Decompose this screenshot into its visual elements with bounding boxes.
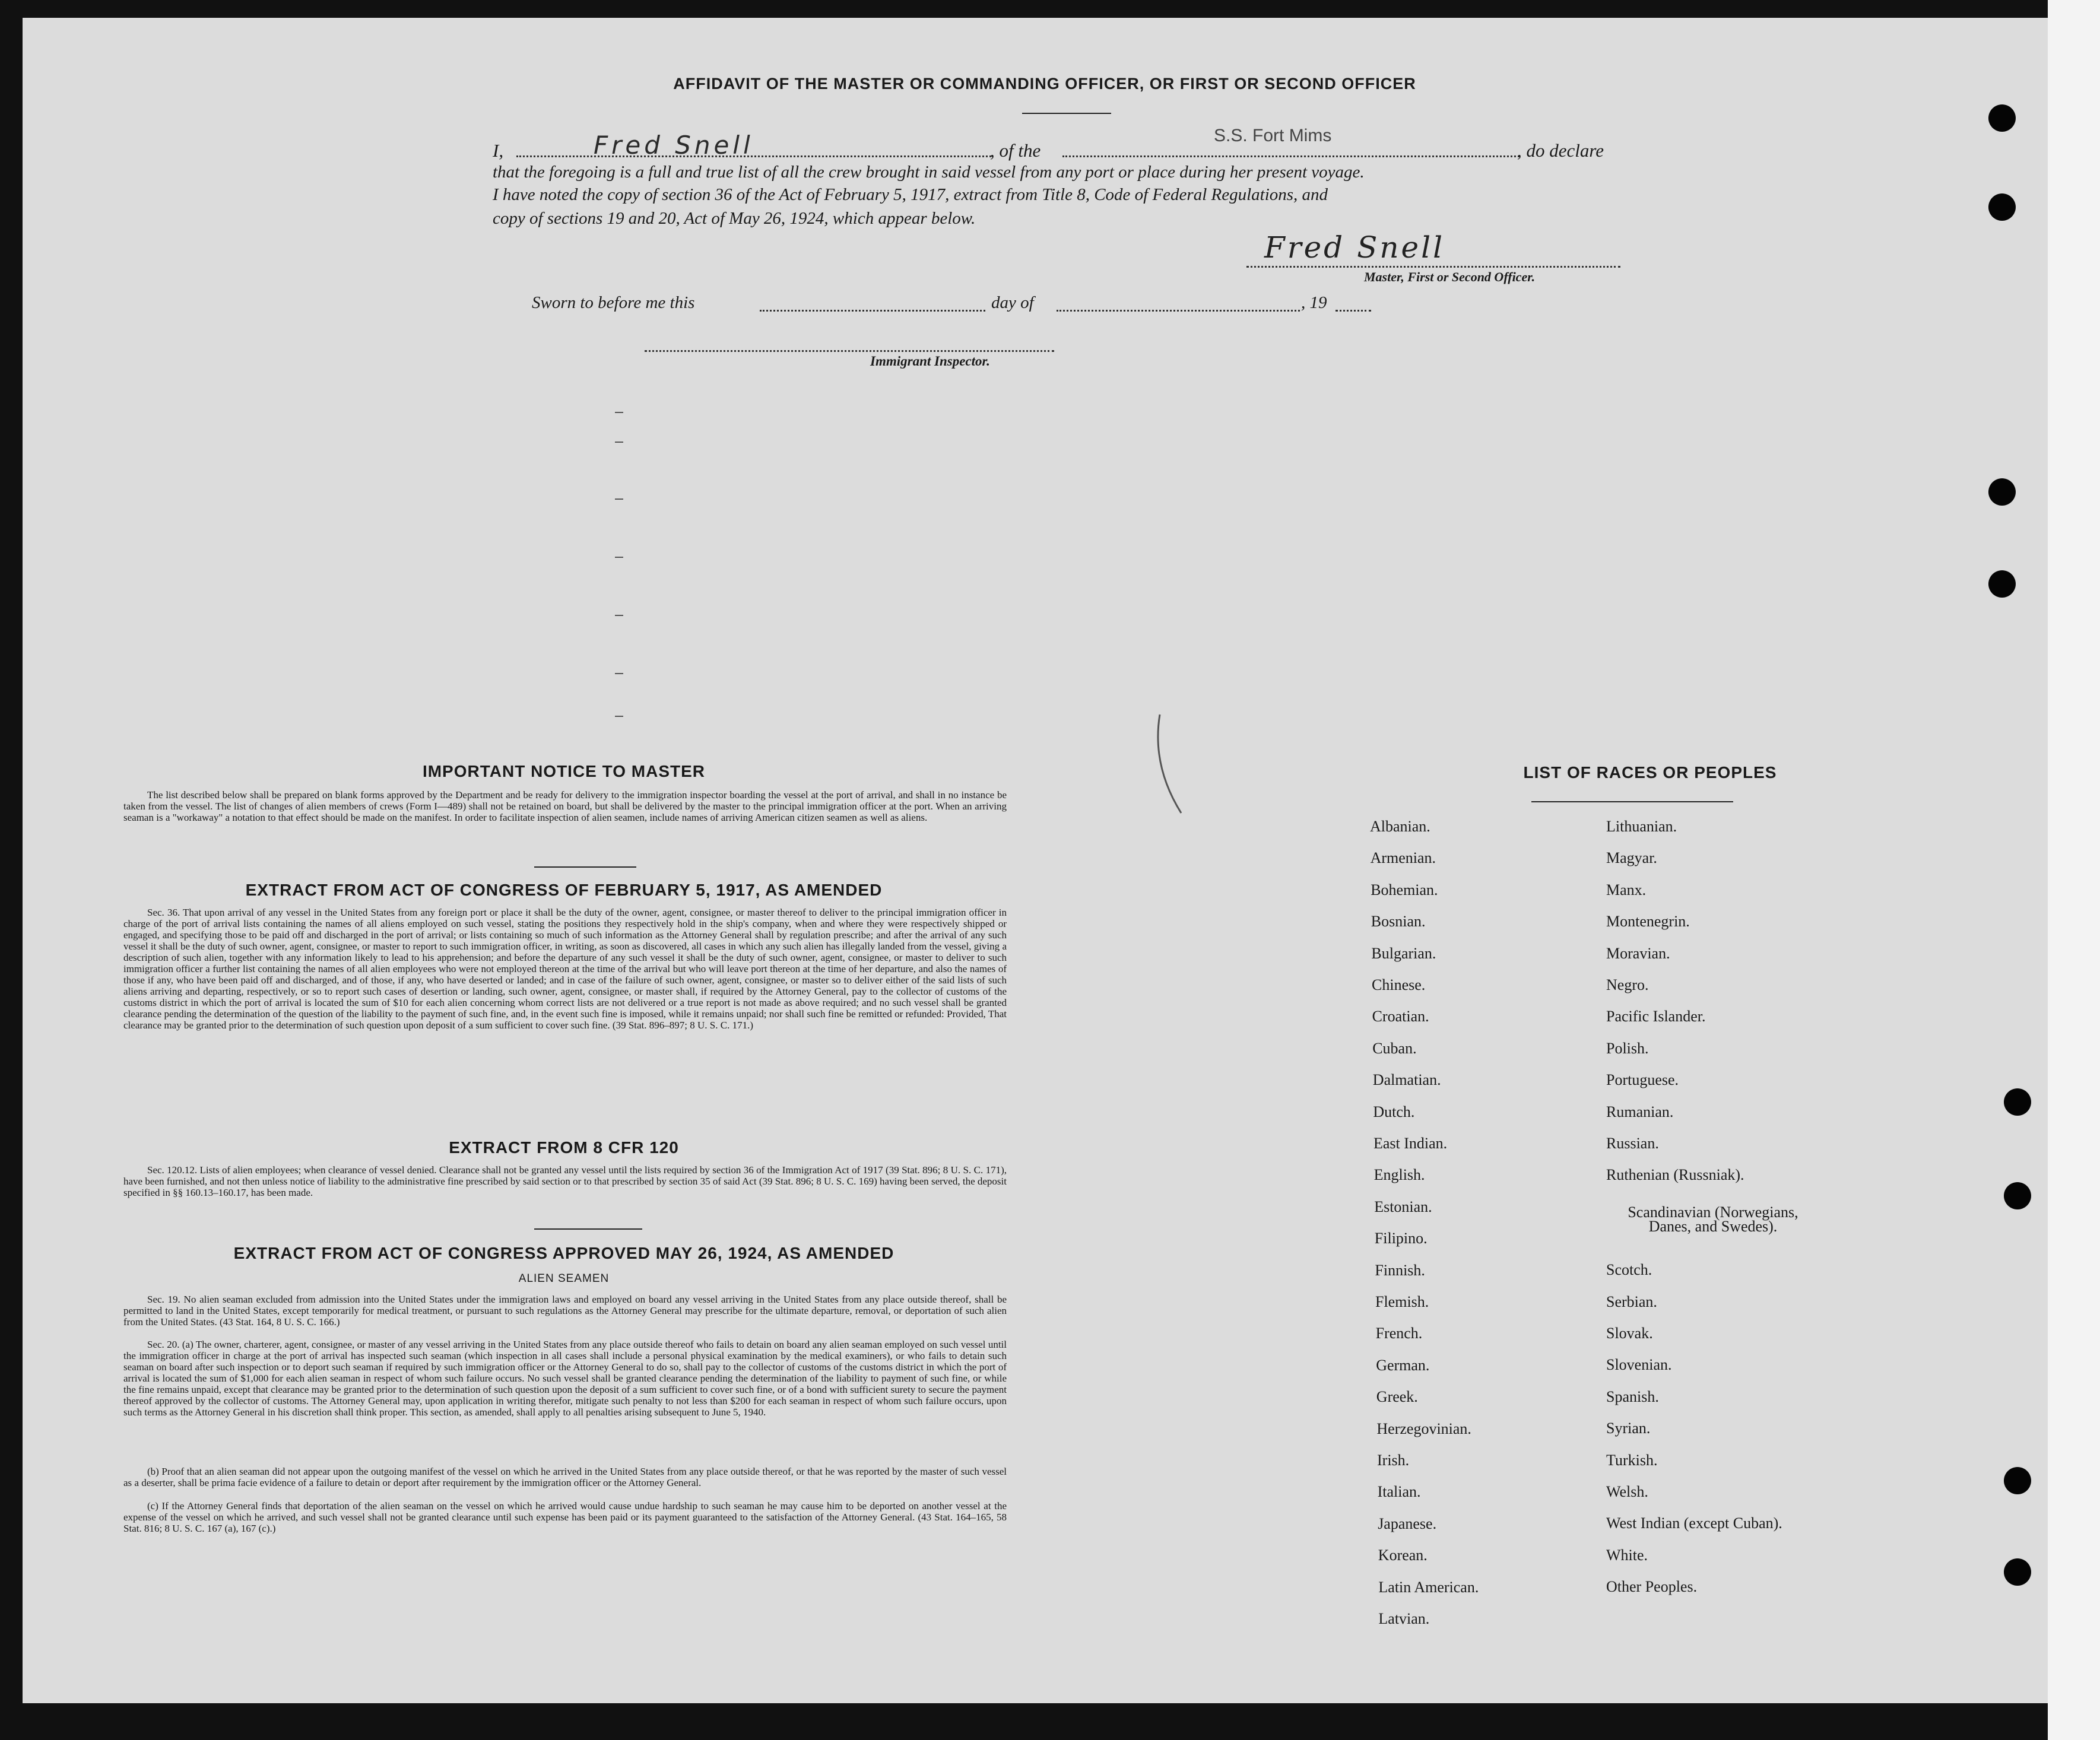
extract-1917-body: Sec. 36. That upon arrival of any vessel in the United States from any foreign port or place it shall be the duty of the owner, agent, consignee, or master thereof to deliver to the principal immigration officer in charge of the port of arrival lists containing the names of all aliens employed on such vessel, stating the positions they respectively hold in the ship's company, when and where they were respectively shipped or engaged, and specifying those to be paid off and discharged in the port of arrival; or lists containing so much of such information as the Attorney General shall by regulation prescribe; and after the arrival of any such vessel it shall be the duty of such owner, agent, consignee, or master to report to such immigration officer, in writing, as soon as discovered, all cases in which any such alien has illegally landed from the vessel, giving a description of such alien, together with any information likely to lead to his apprehension; and before the departure of any such vessel it shall be the duty of such owner, agent, consignee, or master to deliver to such immigration officer a further list containing the names of all alien employees who were not employed thereon at the time of the arrival but who will leave port thereon at the time of her departure, and also the names of those if any, who have been paid off and discharged, and of those, if any, who have deserted or landed; and in case of the failure of such owner, agent, consignee, or master so to deliver either of the said lists of such aliens arriving and departing, respectively, or so to report such cases of desertion or landing, such owner, agent, consignee, or master shall, if required by the Attorney General, pay to the collector of customs of the customs district in which the port of arrival is located the sum of $10 for each alien concerning whom correct lists are not delivered or a true report is not made as above required; and no such vessel shall be granted clearance pending the determination of the question of the liability to the payment of such fine, and, in the event such fine is imposed, while it remains unpaid; nor shall such fine be remitted or refunded: Provided, That clearance may be granted prior to the determination of such question upon deposit of a sum sufficient to cover such fine. (39 Stat. 896–897; 8 U. S. C. 171.) xyxy=(123,907,1007,1031)
extract-1917-title: EXTRACT FROM ACT OF CONGRESS OF FEBRUARY 5, 1917, AS AMENDED xyxy=(245,881,883,899)
punch-hole xyxy=(2004,1467,2031,1494)
year-label: , 19 xyxy=(1301,293,1327,312)
race-right-item: Portuguese. xyxy=(1606,1071,1679,1089)
punch-hole xyxy=(2004,1182,2031,1209)
punch-hole xyxy=(1988,570,2016,598)
race-right-item: Manx. xyxy=(1606,881,1647,898)
race-right-item: White. xyxy=(1606,1546,1648,1564)
race-left-item: Dutch. xyxy=(1373,1103,1415,1120)
signature: Fred Snell xyxy=(1264,230,1445,265)
affidavit-line4: copy of sections 19 and 20, Act of May 26, 1924, which appear below. xyxy=(493,209,976,228)
race-right-item: Serbian. xyxy=(1606,1293,1657,1310)
page-edge xyxy=(2048,0,2100,1740)
race-left-item: Dalmatian. xyxy=(1372,1071,1441,1089)
race-left-item: Bosnian. xyxy=(1371,913,1426,931)
notice-title: IMPORTANT NOTICE TO MASTER xyxy=(422,762,706,780)
race-right-item: Polish. xyxy=(1606,1039,1649,1057)
bleed-mark xyxy=(615,442,623,443)
divider xyxy=(534,1228,642,1230)
race-right-item: Magyar. xyxy=(1606,849,1657,867)
race-right-item: Other Peoples. xyxy=(1606,1578,1698,1596)
vessel-line xyxy=(1062,155,1520,157)
race-right-item: Moravian. xyxy=(1606,944,1670,962)
race-left-item: Latin American. xyxy=(1378,1578,1479,1596)
sworn-month-line xyxy=(1057,310,1300,312)
race-left-item: Flemish. xyxy=(1375,1293,1429,1310)
race-right-item: Negro. xyxy=(1606,976,1649,993)
race-right-item: Scotch. xyxy=(1606,1261,1652,1279)
punch-hole xyxy=(1988,193,2016,221)
race-left-item: French. xyxy=(1375,1325,1423,1342)
race-right-item: Scandinavian (Norwegians, Danes, and Swedes). xyxy=(1628,1203,1798,1235)
race-right-item: Slovak. xyxy=(1606,1325,1653,1342)
do-declare-label: , do declare xyxy=(1517,140,1604,161)
sworn-day-line xyxy=(760,310,985,312)
race-right-item: Slovenian. xyxy=(1606,1356,1672,1374)
race-left-item: Chinese. xyxy=(1372,976,1426,993)
inspector-label: Immigrant Inspector. xyxy=(870,354,990,369)
bleed-mark xyxy=(615,557,623,558)
race-right-item: Montenegrin. xyxy=(1606,913,1690,931)
punch-hole xyxy=(2004,1558,2031,1586)
notice-body: The list described below shall be prepared on blank forms approved by the Department and be ready for delivery to the immigration inspector boarding the vessel at the port of arrival, and shall in no instance be taken from the vessel. The list of changes of alien members of crews (Form I—489) shall not be retained on board, but shall be delivered by the master to the principal immigration officer at the port. When an arriving seaman is a "workaway" a notation to that effect should be made on the manifest. In order to facilitate inspection of alien seamen, include names of arriving American citizen seamen as well as aliens. xyxy=(123,789,1007,823)
extract-1924-title: EXTRACT FROM ACT OF CONGRESS APPROVED MAY 26, 1924, AS AMENDED xyxy=(233,1244,894,1262)
signature-caption: Master, First or Second Officer. xyxy=(1364,269,1536,284)
affidavit-line2: that the foregoing is a full and true list of all the crew brought in said vessel from any port or place during her present voyage. xyxy=(493,163,1365,182)
race-left-item: Armenian. xyxy=(1370,849,1436,867)
officer-name: Fred Snell xyxy=(594,131,754,160)
race-left-item: Albanian. xyxy=(1370,818,1430,835)
punch-hole xyxy=(1988,478,2016,506)
race-left-item: Croatian. xyxy=(1372,1008,1429,1025)
race-left-item: Herzegovinian. xyxy=(1376,1420,1471,1437)
race-right-item: Welsh. xyxy=(1606,1483,1648,1500)
name-line xyxy=(516,155,991,157)
extract-1924-subtitle: ALIEN SEAMEN xyxy=(518,1272,610,1285)
affidavit-title: AFFIDAVIT OF THE MASTER OR COMMANDING OFFICER, OR FIRST OR SECOND OFFICER xyxy=(673,75,1416,93)
race-right-item: Russian. xyxy=(1606,1135,1659,1152)
race-left-item: Irish. xyxy=(1377,1452,1410,1469)
race-left-item: Bulgarian. xyxy=(1371,944,1436,962)
race-left-item: Korean. xyxy=(1378,1547,1428,1564)
race-left-item: Finnish. xyxy=(1375,1261,1425,1279)
race-left-item: Latvian. xyxy=(1378,1610,1430,1627)
bleed-mark xyxy=(615,615,623,616)
bleed-mark xyxy=(615,673,623,674)
race-right-item: Pacific Islander. xyxy=(1606,1008,1706,1025)
i-label: I, xyxy=(493,140,504,161)
affidavit-line3: I have noted the copy of section 36 of the Act of February 5, 1917, extract from Title 8, Code of Federal Regulations, and xyxy=(493,185,1328,204)
race-right-item: Spanish. xyxy=(1606,1387,1659,1405)
extract-cfr-body: Sec. 120.12. Lists of alien employees; when clearance of vessel denied. Clearance shall not be granted any vessel until the lists required by section 36 of the Immigration Act of 1917 (39 Stat. 896; 8 U. S. C. 171), have been furnished, and not then unless notice of liability to the administrative fine prescribed by said section or to that prescribed by section 35 of said Act (39 Stat. 896; 8 U. S. C. 169) having been served, the deposit specified in §§ 160.13–160.17, has been made. xyxy=(123,1164,1007,1198)
race-right-item: West Indian (except Cuban). xyxy=(1606,1514,1782,1532)
punch-hole xyxy=(1988,104,2016,132)
race-left-item: Italian. xyxy=(1377,1483,1421,1501)
sec20b-body: (b) Proof that an alien seaman did not appear upon the outgoing manifest of the vessel on which he arrived in the United States from any place outside thereof, or that he was reported by the master of such vessel as a deserter, shall be prima facie evidence of a failure to detain or deport after requirement by the immigration officer or the Attorney General. xyxy=(123,1466,1007,1488)
race-left-item: Japanese. xyxy=(1378,1514,1437,1532)
punch-hole xyxy=(2004,1088,2031,1116)
race-right-item: Rumanian. xyxy=(1606,1103,1674,1120)
of-the-label: , of the xyxy=(990,140,1041,161)
race-left-item: Estonian. xyxy=(1374,1198,1432,1215)
sworn-label: Sworn to before me this xyxy=(532,293,695,312)
inspector-line xyxy=(645,350,1054,352)
sec19-body: Sec. 19. No alien seaman excluded from admission into the United States under the immigration laws and employed on board any vessel arriving in the United States from any place outside thereof, shall be permitted to land in the United States, except temporarily for medical treatment, or pursuant to such regulations as the Attorney General may prescribe for the ultimate departure, removal, or deportation of such alien from the United States. (43 Stat. 164, 8 U. S. C. 166.) xyxy=(123,1294,1007,1328)
bleed-mark xyxy=(615,716,623,717)
race-left-item: Greek. xyxy=(1376,1388,1418,1406)
divider xyxy=(534,866,636,868)
divider xyxy=(1022,113,1111,114)
race-left-item: Cuban. xyxy=(1372,1039,1417,1057)
divider xyxy=(1531,801,1733,802)
document-page xyxy=(23,18,2048,1703)
bleed-mark xyxy=(615,412,623,413)
race-left-item: German. xyxy=(1376,1356,1430,1374)
race-right-item: Ruthenian (Russniak). xyxy=(1606,1166,1744,1184)
sec20a-body: Sec. 20. (a) The owner, charterer, agent, consignee, or master of any vessel arriving in the United States from any place outside thereof who fails to detain on board any alien seaman employed on such vessel until the immigration officer in charge at the port of arrival has inspected such seaman (which inspection in all cases shall include a personal physical examination by the medical examiners), or who fails to detain such seaman on board after such inspection or to deport such seaman if required by such immigration officer or the Attorney General to do so, shall pay to the collector of customs of the customs district in which the port of arrival is located the sum of $1,000 for each alien seaman in respect of whom such failure occurs. No such vessel shall be granted clearance pending the determination of the liability to payment of such fine, or while the fine remains unpaid, except that clearance may be granted prior to the determination of such question upon the deposit of a sum sufficient to cover such fine, or of a bond with sufficient surety to secure the payment thereof approved by the collector of customs. The Attorney General may, upon application in writing therefor, mitigate such penalty to not less than $200 for each seaman in respect of whom such failure occurs, upon such terms as the Attorney General in his discretion shall think proper. This section, as amended, shall apply to all penalties arising subsequent to June 5, 1940. xyxy=(123,1339,1007,1418)
race-left-item: East Indian. xyxy=(1373,1135,1448,1152)
vessel-stamp: S.S. Fort Mims xyxy=(1214,126,1332,145)
signature-line xyxy=(1246,266,1620,268)
sec20c-body: (c) If the Attorney General finds that deportation of the alien seaman on the vessel on which he arrived would cause undue hardship to such seaman he may cause him to be deported on another vessel at the expense of the vessel on which he arrived, and such vessel shall not be granted clearance until such expense has been paid or its payment guaranteed to the satisfaction of the Attorney General. (43 Stat. 164–165, 58 Stat. 816; 8 U. S. C. 167 (a), 167 (c).) xyxy=(123,1500,1007,1534)
race-left-item: Bohemian. xyxy=(1371,881,1438,898)
bleed-mark xyxy=(615,498,623,500)
year-line xyxy=(1336,310,1371,312)
race-right-item: Syrian. xyxy=(1606,1420,1651,1437)
day-of-label: day of xyxy=(991,293,1034,312)
race-left-item: Filipino. xyxy=(1374,1230,1428,1247)
race-right-item: Lithuanian. xyxy=(1606,818,1677,835)
race-left-item: English. xyxy=(1373,1166,1425,1184)
pencil-mark xyxy=(1151,712,1187,819)
extract-cfr-title: EXTRACT FROM 8 CFR 120 xyxy=(449,1138,679,1157)
race-right-item: Turkish. xyxy=(1606,1451,1658,1469)
races-title: LIST OF RACES OR PEOPLES xyxy=(1523,763,1777,782)
